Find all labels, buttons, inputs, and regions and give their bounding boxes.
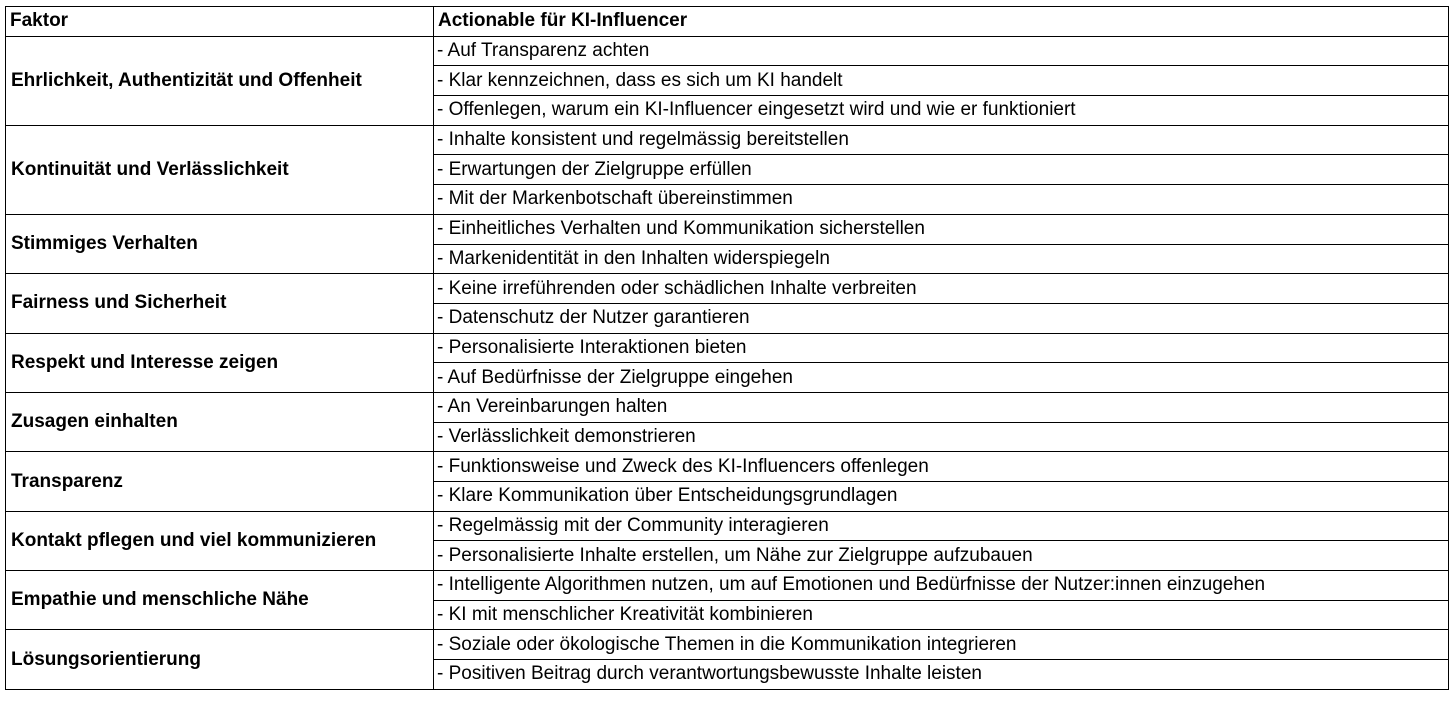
header-actionable: Actionable für KI-Influencer: [434, 7, 1449, 37]
table-row: [6, 571, 1449, 601]
action-cell: - Klare Kommunikation über Entscheidungsgrundlagen: [434, 482, 1449, 512]
action-cell: - Personalisierte Inhalte erstellen, um Nähe zur Zielgruppe aufzubauen: [434, 541, 1449, 571]
table-row: [6, 214, 1449, 244]
table-row: [6, 392, 1449, 422]
action-cell: - Personalisierte Interaktionen bieten: [434, 333, 1449, 363]
action-cell: - KI mit menschlicher Kreativität kombinieren: [434, 600, 1449, 630]
table-row: [6, 333, 1449, 363]
action-cell: - Klar kennzeichnen, dass es sich um KI handelt: [434, 66, 1449, 96]
factor-cell: Zusagen einhalten: [6, 392, 434, 451]
table-row: [6, 630, 1449, 660]
action-cell: - Funktionsweise und Zweck des KI-Influencers offenlegen: [434, 452, 1449, 482]
action-cell: - Erwartungen der Zielgruppe erfüllen: [434, 155, 1449, 185]
factor-cell: Empathie und menschliche Nähe: [6, 571, 434, 630]
action-cell: - Inhalte konsistent und regelmässig bereitstellen: [434, 125, 1449, 155]
action-cell: - Datenschutz der Nutzer garantieren: [434, 303, 1449, 333]
action-cell: - Mit der Markenbotschaft übereinstimmen: [434, 185, 1449, 215]
table-header-row: [6, 7, 1449, 37]
action-cell: - Einheitliches Verhalten und Kommunikation sicherstellen: [434, 214, 1449, 244]
factor-cell: Stimmiges Verhalten: [6, 214, 434, 273]
header-factor: Faktor: [6, 7, 434, 37]
action-cell: - Soziale oder ökologische Themen in die Kommunikation integrieren: [434, 630, 1449, 660]
factor-cell: Lösungsorientierung: [6, 630, 434, 689]
table-row: [6, 452, 1449, 482]
table-row: [6, 36, 1449, 66]
action-cell: - Keine irreführenden oder schädlichen Inhalte verbreiten: [434, 274, 1449, 304]
table-row: [6, 511, 1449, 541]
factor-table: [5, 6, 1449, 690]
table-body: [6, 36, 1449, 689]
action-cell: - Verlässlichkeit demonstrieren: [434, 422, 1449, 452]
action-cell: - Intelligente Algorithmen nutzen, um auf Emotionen und Bedürfnisse der Nutzer:innen einzugehen: [434, 571, 1449, 601]
action-cell: - Auf Bedürfnisse der Zielgruppe eingehen: [434, 363, 1449, 393]
factor-cell: Kontinuität und Verlässlichkeit: [6, 125, 434, 214]
action-cell: - Offenlegen, warum ein KI-Influencer eingesetzt wird und wie er funktioniert: [434, 96, 1449, 126]
action-cell: - An Vereinbarungen halten: [434, 392, 1449, 422]
action-cell: - Positiven Beitrag durch verantwortungsbewusste Inhalte leisten: [434, 660, 1449, 690]
action-cell: - Markenidentität in den Inhalten widerspiegeln: [434, 244, 1449, 274]
action-cell: - Auf Transparenz achten: [434, 36, 1449, 66]
factor-cell: Transparenz: [6, 452, 434, 511]
action-cell: - Regelmässig mit der Community interagieren: [434, 511, 1449, 541]
table-row: [6, 274, 1449, 304]
factor-cell: Fairness und Sicherheit: [6, 274, 434, 333]
table-row: [6, 125, 1449, 155]
factor-cell: Ehrlichkeit, Authentizität und Offenheit: [6, 36, 434, 125]
factor-cell: Kontakt pflegen und viel kommunizieren: [6, 511, 434, 570]
factor-cell: Respekt und Interesse zeigen: [6, 333, 434, 392]
